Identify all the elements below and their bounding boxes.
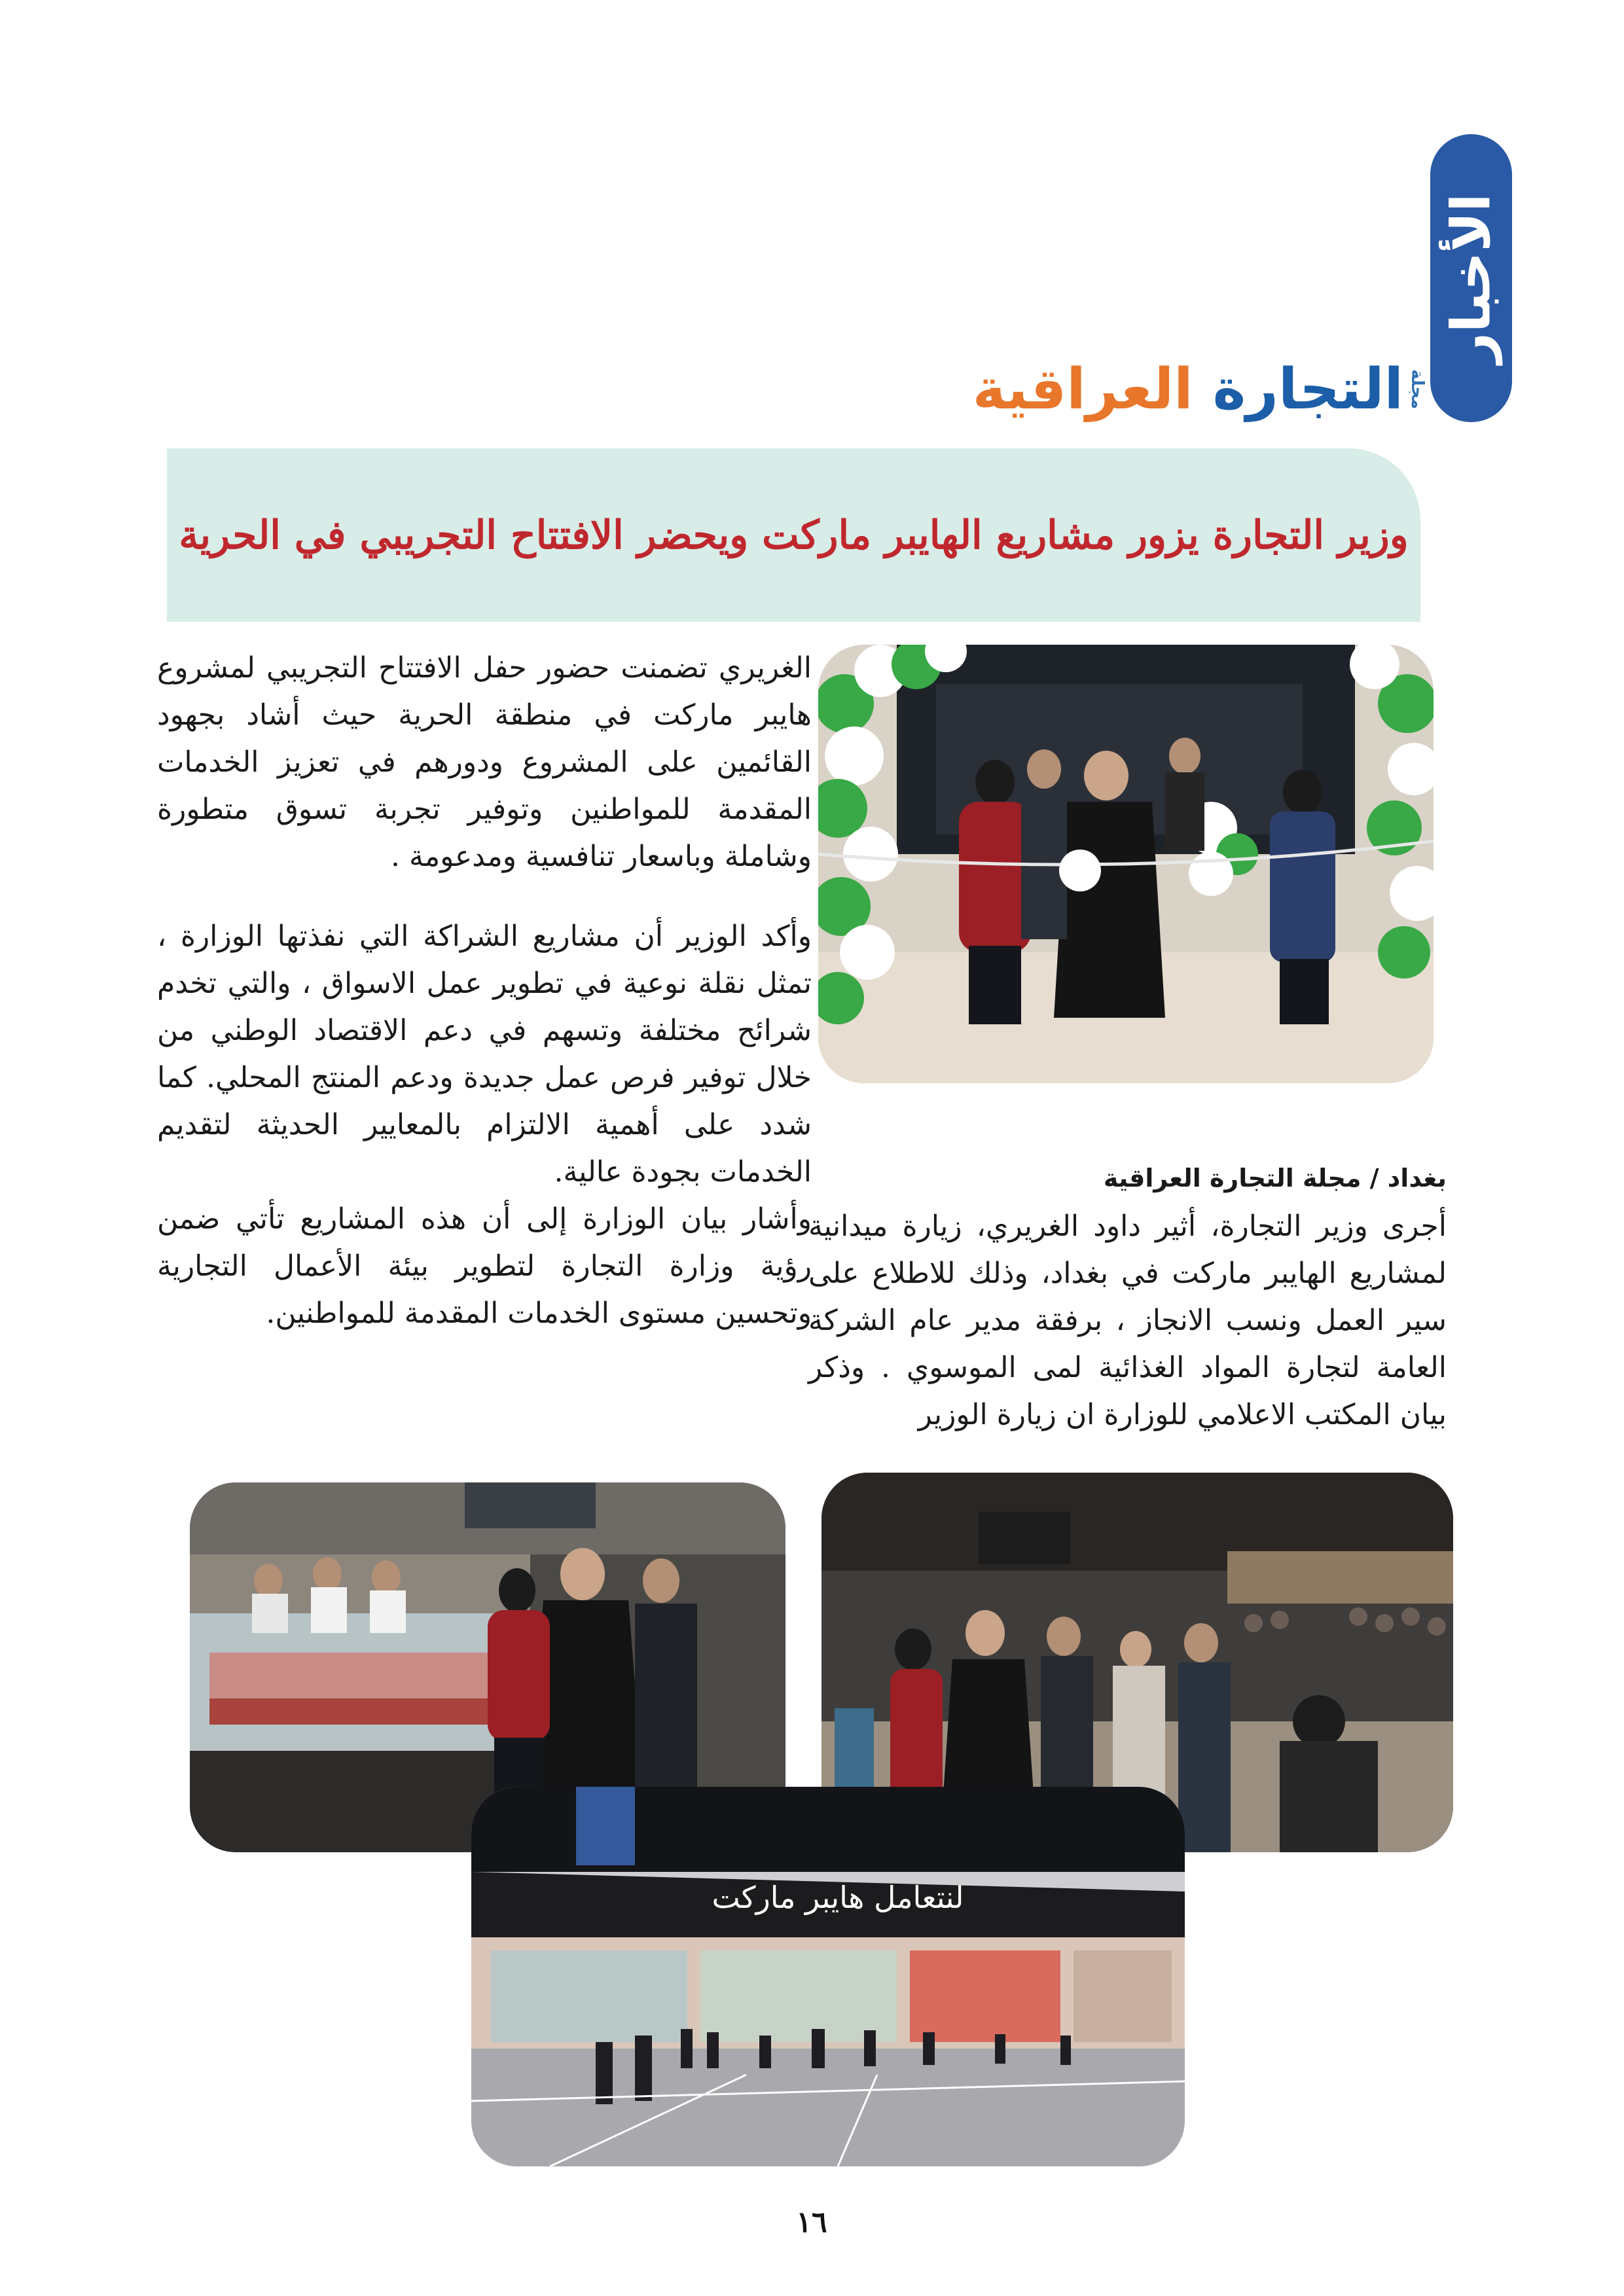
left-text-column [157,645,812,1337]
headline-banner [167,448,1420,622]
right-paragraph: أجرى وزير التجارة، أثير داود الغريري، زيارة ميدانية لمشاريع الهايبر ماركت في بغداد، وذلك للاطلاع على سير العمل ونسب الانجاز ، برفقة مدير عام الشركة العامة لتجارة المواد الغذائية لمى الموسوي . وذكر بيان المكتب الاعلامي للوزارة ان زيارة الوزير [808,1210,1447,1431]
masthead-kicker: مجلة [1407,369,1427,410]
masthead-name-first: التجارة [1212,357,1403,422]
left-paragraph-1: الغريري تضمنت حضور حفل الافتتاح التجريبي لمشروع هايبر ماركت في منطقة الحرية حيث أشاد بجهود القائمين على المشروع ودورهم في تعزيز الخدمات المقدمة للمواطنين وتوفير تجربة تسوق متطورة وشاملة وباسعار تنافسية ومدعومة . [157,651,812,873]
right-text-column [808,1158,1447,1439]
photo-storefront [471,1787,1185,2166]
left-paragraph-2: وأكد الوزير أن مشاريع الشراكة التي نفذتها الوزارة ، تمثل نقلة نوعية في تطوير عمل الاسواق ، والتي تخدم شرائح مختلفة وتسهم في دعم الاقتصاد الوطني من خلال توفير فرص عمل جديدة ودعم المنتج المحلي. كما شدد على أهمية الالتزام بالمعايير الحديثة لتقديم الخدمات بجودة عالية. [157,920,812,1189]
masthead-name [973,357,1403,422]
masthead-name-second: العراقية [972,357,1193,422]
article-headline: وزير التجارة يزور مشاريع الهايبر ماركت ويحضر الافتتاح التجريبي في الحرية [179,512,1409,558]
section-label: الأخبار [1440,193,1503,363]
section-tab [1430,134,1512,422]
left-paragraph-3: وأشار بيان الوزارة إلى أن هذه المشاريع تأتي ضمن رؤية وزارة التجارة لتطوير بيئة الأعمال التجارية وتحسين مستوى الخدمات المقدمة للمواطنين. [157,1202,812,1330]
masthead [972,350,1427,429]
dateline: بغداد / مجلة التجارة العراقية [1103,1164,1447,1193]
photo-ribbon-cutting [818,645,1434,1083]
storefront-sign: لنتعامل هايبر ماركت [712,1880,964,1915]
page-number: ١٦ [796,2206,827,2239]
